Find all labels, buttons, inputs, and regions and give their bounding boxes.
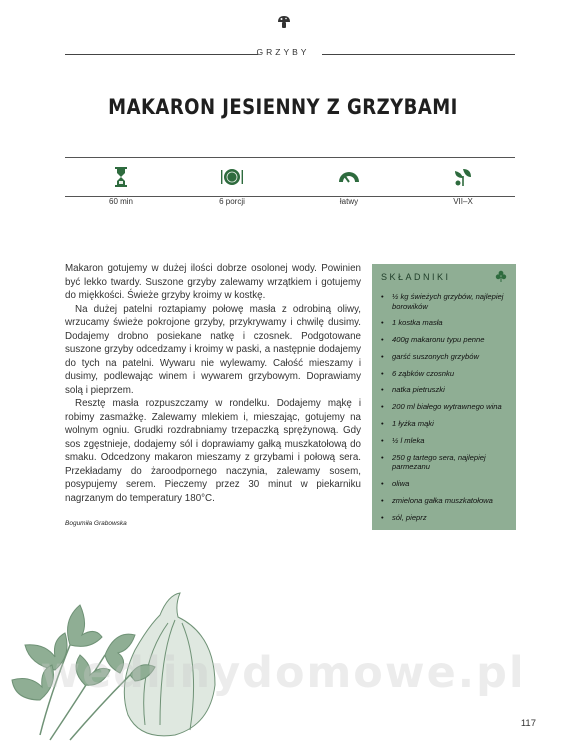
ingredient-item: • natka pietruszki — [378, 385, 512, 395]
mushroom-icon — [276, 14, 292, 30]
page-number: 117 — [520, 718, 536, 729]
ingredient-item: • 1 łyżka mąki — [378, 419, 512, 429]
instruction-paragraph: Resztę masła rozpuszczamy w rondelku. Dodajemy mąkę i robimy zasmażkę. Zalewamy mlekiem i, mieszając, gotujemy na wolnym ogniu. Grudki rozdrabniamy trzepaczką sprężynową. Gdy sos zgęstnieje, dodajemy sól i doprawiamy gałką muszkatołową do smaku. Odcedzony makaron mieszamy z grzybami i połową sera. Przekładamy do żaroodpornego naczynia, zalewamy sosem, posypujemy serem. Pieczemy przez 30 minut w piekarniku nagrzanym do temperatury 180°C. — [65, 398, 361, 504]
season-leaf-icon — [451, 166, 475, 188]
author-name: Bogumiła Grabowska — [65, 520, 127, 527]
recipe-instructions — [65, 262, 361, 505]
meta-difficulty-label: łatwy — [339, 197, 359, 206]
header-rule-right — [322, 54, 515, 55]
difficulty-gauge-icon — [337, 166, 361, 188]
ingredients-panel — [372, 264, 516, 530]
ingredients-list — [378, 292, 512, 529]
watermark: wedlinydomowe.pl — [40, 648, 526, 698]
ingredient-item: • 1 kostka masła — [378, 318, 512, 328]
hourglass-icon — [109, 166, 133, 188]
ingredient-item: • ½ kg świeżych grzybów, najlepiej borowików — [378, 292, 512, 311]
instruction-paragraph: Makaron gotujemy w dużej ilości dobrze osolonej wody. Powinien być lekko twardy. Suszone grzyby zalewamy wrzątkiem i gotujemy do miękkości. Świeże grzyby kroimy w kostkę. — [65, 263, 361, 301]
ingredient-item: • zmielona gałka muszkatołowa — [378, 496, 512, 506]
meta-portions-label: 6 porcji — [219, 197, 245, 206]
ingredient-item: • oliwa — [378, 479, 512, 489]
ingredients-title: SKŁADNIKI — [381, 272, 451, 282]
ingredient-item: • 250 g tartego sera, najlepiej parmezanu — [378, 453, 512, 472]
instruction-paragraph: Na dużej patelni roztapiamy połowę masła z odrobiną oliwy, wrzucamy świeże pokrojone grzyby, przykrywamy i chwilę dusimy. Dodajemy drobno posiekane natkę i czosnek. Podgotowane suszone grzyby odcedzamy i kroimy w paski, a następnie dodajemy do tych na patelni. Wywaru nie wylewamy. Całość mieszamy i dusimy, podlewając winem i wywarem grzybowym. Doprawiamy solą i pieprzem. — [65, 303, 361, 396]
ingredient-item: • 400g makaronu typu penne — [378, 335, 512, 345]
meta-season-label: VII–X — [453, 197, 473, 206]
ingredient-item: • sól, pieprz — [378, 513, 512, 523]
clover-icon — [495, 270, 507, 282]
meta-bar — [65, 157, 515, 197]
section-label: GRZYBY — [256, 47, 310, 57]
meta-time-label: 60 min — [108, 197, 134, 206]
ingredient-item: • ½ l mleka — [378, 436, 512, 446]
ingredient-item: • 200 ml białego wytrawnego wina — [378, 402, 512, 412]
ingredient-item: • 6 ząbków czosnku — [378, 369, 512, 379]
ingredient-item: • garść suszonych grzybów — [378, 352, 512, 362]
recipe-title: MAKARON JESIENNY Z GRZYBAMI — [108, 95, 458, 119]
plate-icon — [220, 166, 244, 188]
meta-labels — [65, 197, 515, 209]
